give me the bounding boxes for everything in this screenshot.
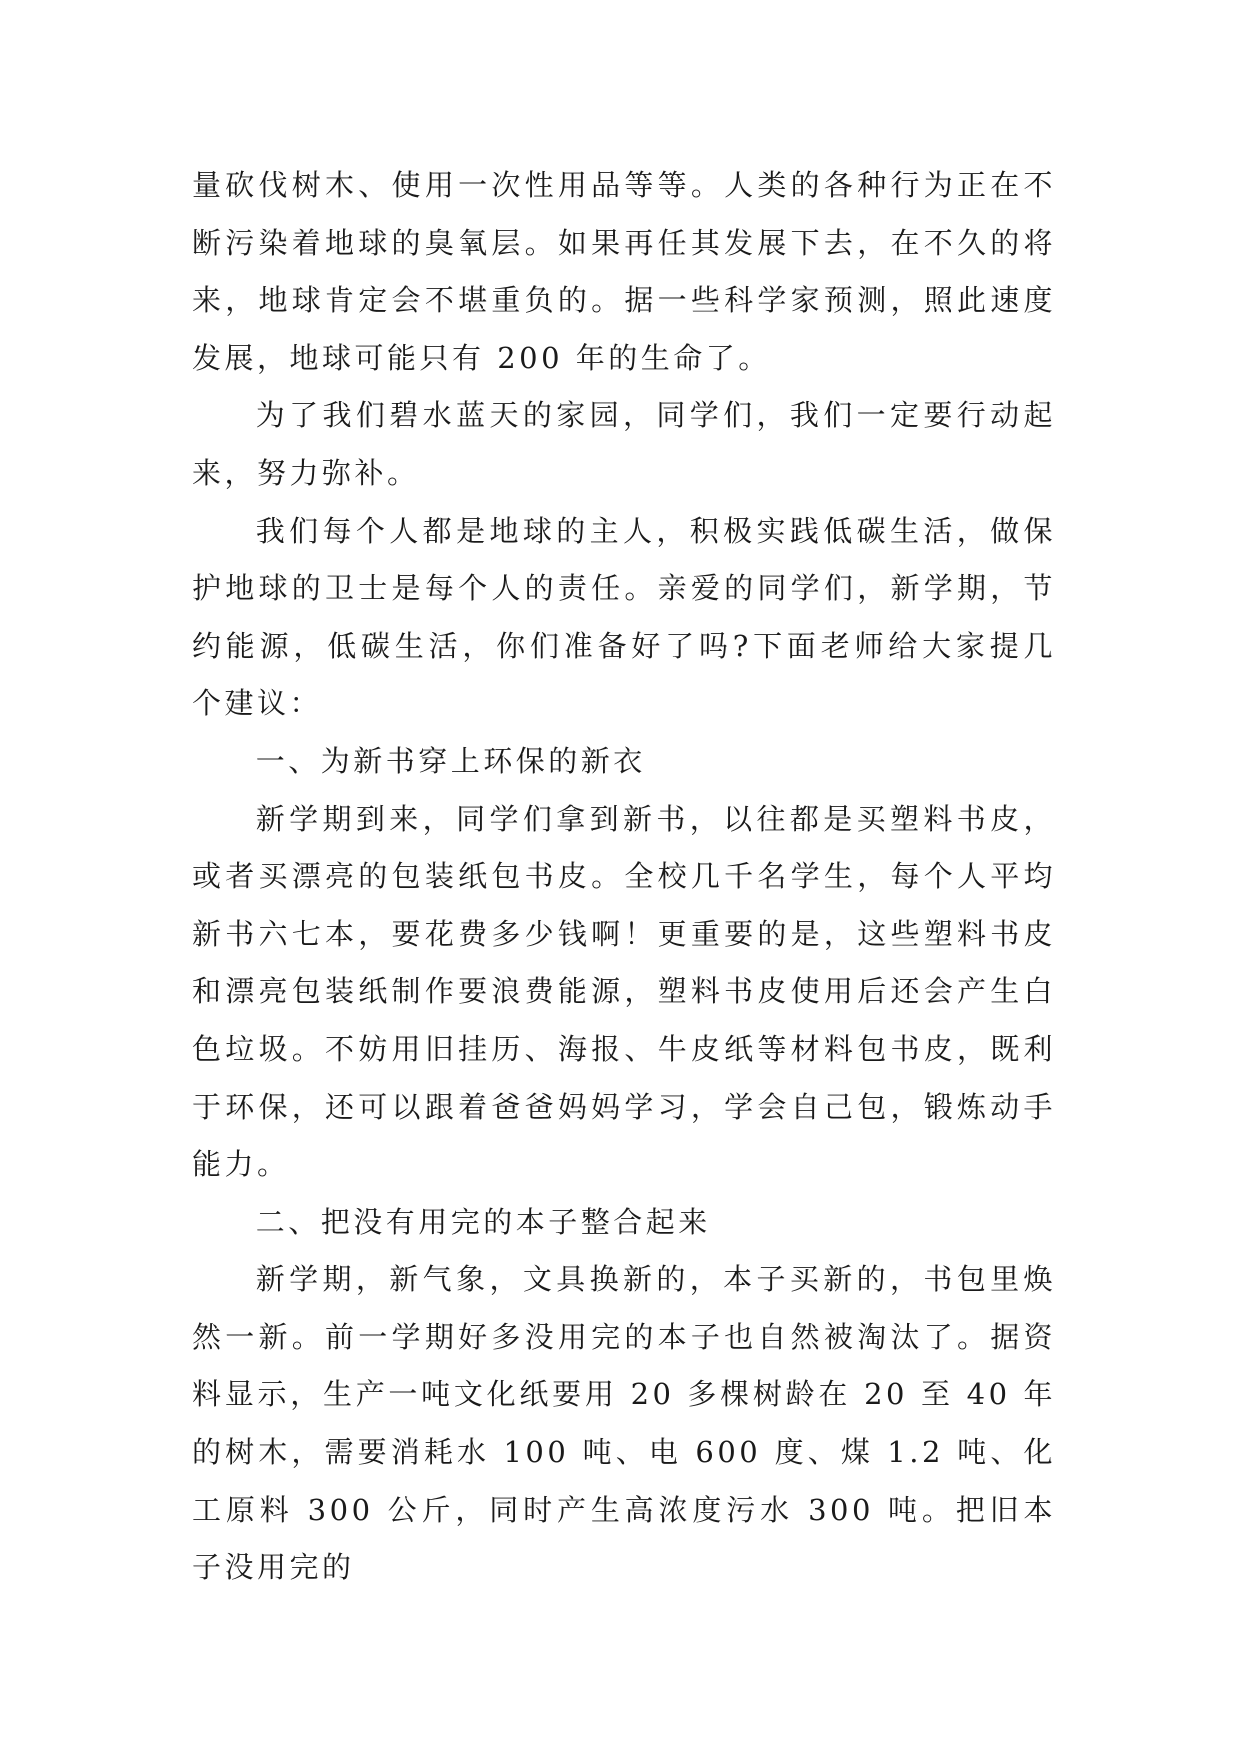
paragraph-3: 我们每个人都是地球的主人，积极实践低碳生活，做保护地球的卫士是每个人的责任。亲爱的同学们，新学期，节约能源，低碳生活，你们准备好了吗?下面老师给大家提几个建议：: [192, 513, 1056, 721]
paragraph-4: 新学期到来，同学们拿到新书，以往都是买塑料书皮，或者买漂亮的包装纸包书皮。全校几千名学生，每个人平均新书六七本，要花费多少钱啊！更重要的是，这些塑料书皮和漂亮包装纸制作要浪费能源，塑料书皮使用后还会产生白色垃圾。不妨用旧挂历、海报、牛皮纸等材料包书皮，既利于环保，还可以跟着爸爸妈妈学习，学会自己包，锻炼动手能力。: [192, 801, 1056, 1182]
document-page: [192, 157, 1056, 1597]
section-heading-1: 一、为新书穿上环保的新衣: [255, 743, 646, 778]
paragraph-5: 新学期，新气象，文具换新的，本子买新的，书包里焕然一新。前一学期好多没用完的本子也自然被淘汰了。据资料显示，生产一吨文化纸要用 20 多棵树龄在 20 至 40 年的树木，需要消耗水 100 吨、电 600 度、煤 1.2 吨、化工原料 300 公斤，同时产生高浓度污水 300 吨。把旧本子没用完的: [192, 1262, 1056, 1585]
section-heading-2: 二、把没有用完的本子整合起来: [255, 1204, 711, 1239]
paragraph-1: 量砍伐树木、使用一次性用品等等。人类的各种行为正在不断污染着地球的臭氧层。如果再任其发展下去，在不久的将来，地球肯定会不堪重负的。据一些科学家预测，照此速度发展，地球可能只有 200 年的生命了。: [192, 168, 1056, 375]
paragraph-2: 为了我们碧水蓝天的家园，同学们，我们一定要行动起来，努力弥补。: [192, 398, 1056, 490]
